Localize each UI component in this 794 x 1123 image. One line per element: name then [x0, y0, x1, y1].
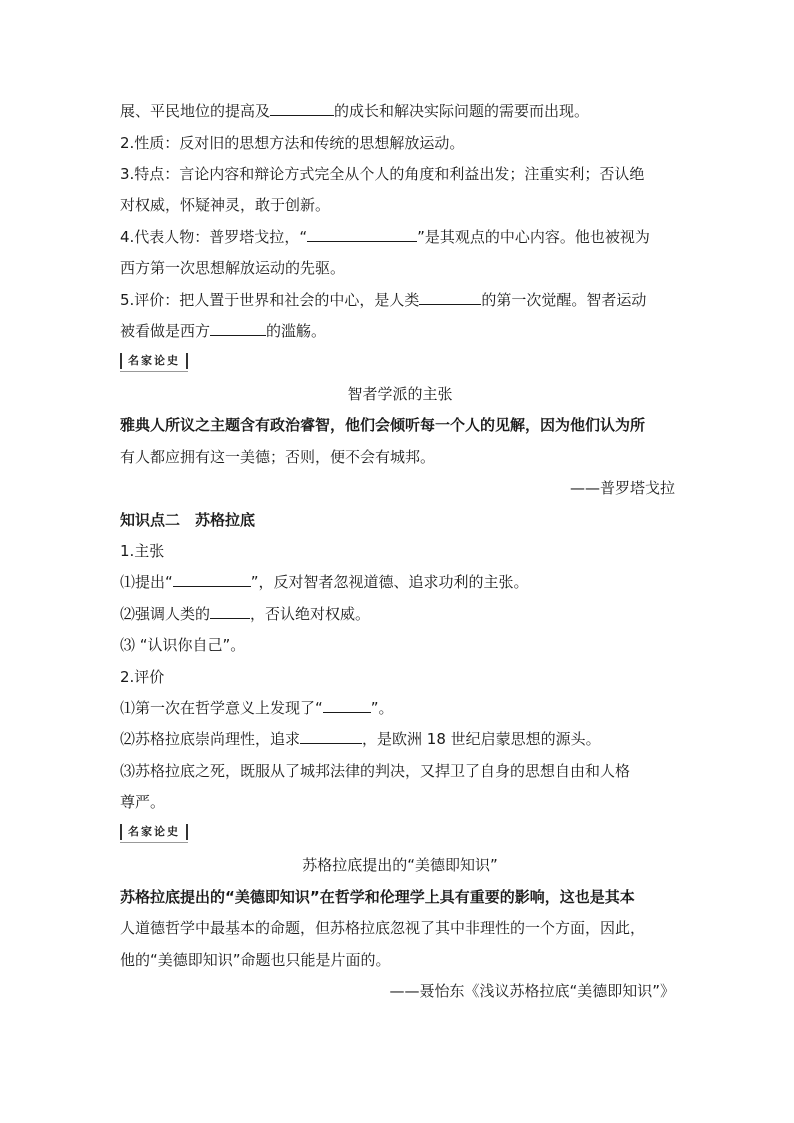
text-line: 尊严。 — [120, 793, 166, 811]
text-line — [120, 604, 680, 624]
text-line: ⑶ “认识你自己”。 — [120, 636, 246, 654]
section-heading: 知识点二 苏格拉底 — [120, 511, 256, 529]
text-line: ⑶苏格拉底之死，既服从了城邦法律的判决，又捍卫了自身的思想自由和人格 — [120, 762, 631, 780]
text-segment: ”。 — [370, 699, 394, 717]
text-segment: ⑵强调人类的 — [120, 605, 211, 623]
text-segment: 5.评价：把人置于世界和社会的中心，是人类 — [120, 291, 420, 309]
text-segment: ，是欧洲 18 世纪启蒙思想的源头。 — [362, 730, 601, 748]
subheading: 2.评价 — [120, 668, 165, 686]
fill-blank — [270, 101, 334, 116]
text-segment: 的成长和解决实际问题的需要而出现。 — [334, 102, 590, 120]
quote-title: 智者学派的主张 — [347, 385, 453, 403]
text-segment: 的第一次觉醒。智者运动 — [481, 291, 647, 309]
section-tag: 名家论史 — [120, 824, 188, 840]
text-segment: 展、平民地位的提高及 — [120, 102, 271, 120]
text-line — [120, 101, 680, 121]
text-segment: ”是其观点的中心内容。他也被视为 — [417, 228, 650, 246]
text-line: 西方第一次思想解放运动的先驱。 — [120, 259, 346, 277]
text-line — [120, 572, 680, 592]
text-segment: 被看做是西方 — [120, 322, 211, 340]
text-segment: ，否认绝对权威。 — [250, 605, 371, 623]
fill-blank — [300, 729, 362, 744]
text-line — [120, 729, 680, 749]
quote-source: ——聂怡东《浅议苏格拉底“美德即知识”》 — [389, 982, 675, 1000]
text-line — [120, 321, 680, 341]
text-line: 3.特点：言论内容和辩论方式完全从个人的角度和利益出发；注重实利；否认绝 — [120, 165, 645, 183]
text-segment: ⑵苏格拉底崇尚理性，追求 — [120, 730, 301, 748]
text-segment: ⑴第一次在哲学意义上发现了“ — [120, 699, 323, 717]
text-segment: ”，反对智者忽视道德、追求功利的主张。 — [250, 573, 529, 591]
quote-text: 雅典人所议之主题含有政治睿智，他们会倾听每一个人的见解，因为他们认为所 — [120, 416, 646, 434]
quote-text: 苏格拉底提出的“美德即知识”在哲学和伦理学上具有重要的影响，这也是其本 — [120, 888, 635, 906]
fill-blank — [173, 572, 251, 587]
fill-blank — [419, 290, 481, 305]
quote-text: 人道德哲学中最基本的命题，但苏格拉底忽视了其中非理性的一个方面，因此， — [120, 919, 646, 937]
quote-text: 有人都应拥有这一美德；否则，便不会有城邦。 — [120, 448, 436, 466]
section-tag: 名家论史 — [120, 353, 188, 369]
fill-blank — [323, 698, 371, 713]
text-line — [120, 698, 680, 718]
text-line: 对权威，怀疑神灵，敢于创新。 — [120, 196, 331, 214]
text-line: 2.性质：反对旧的思想方法和传统的思想解放运动。 — [120, 134, 465, 152]
fill-blank — [210, 321, 266, 336]
subheading: 1.主张 — [120, 542, 165, 560]
text-segment: ⑴提出“ — [120, 573, 173, 591]
text-segment: 的滥觞。 — [266, 322, 327, 340]
text-line — [120, 227, 680, 247]
fill-blank — [307, 227, 417, 242]
quote-text: 他的“美德即知识”命题也只能是片面的。 — [120, 951, 391, 969]
text-line — [120, 290, 680, 310]
fill-blank — [210, 604, 250, 619]
quote-source: ——普罗塔戈拉 — [569, 479, 675, 497]
text-segment: 4.代表人物：普罗塔戈拉，“ — [120, 228, 308, 246]
quote-title: 苏格拉底提出的“美德即知识” — [302, 856, 498, 874]
